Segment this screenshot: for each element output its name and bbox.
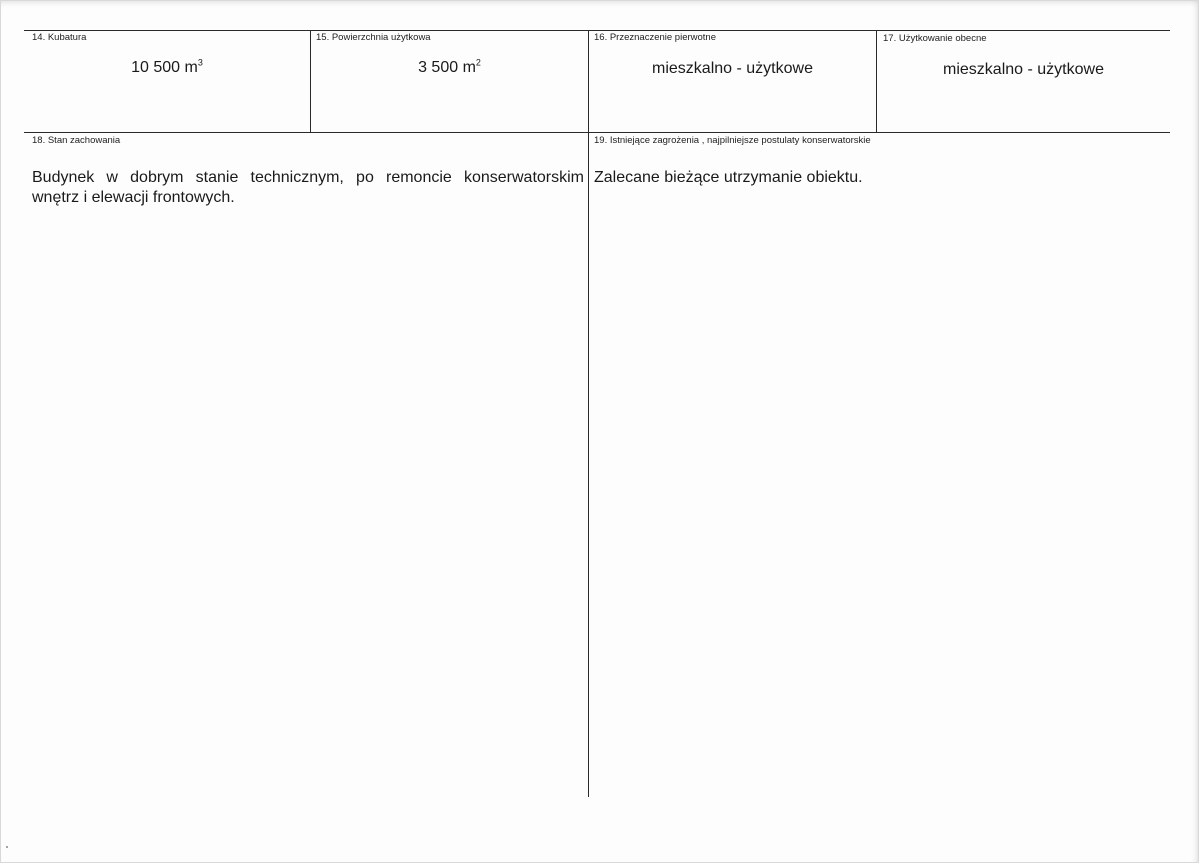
field-14-number: 10 500 m <box>131 59 198 76</box>
field-17-value: mieszkalno - użytkowe <box>943 61 1104 78</box>
field-17-label: 17. Użytkowanie obecne <box>883 33 987 44</box>
divider-15-16 <box>588 30 589 133</box>
scan-speck <box>6 846 8 848</box>
field-16-label: 16. Przeznaczenie pierwotne <box>594 32 716 43</box>
field-18-text <box>32 168 584 208</box>
field-18-line-1: Budynek w dobrym stanie technicznym, po remoncie konserwatorskim <box>32 169 584 186</box>
field-16-value: mieszkalno - użytkowe <box>652 60 813 77</box>
middle-border <box>24 132 1170 133</box>
field-14-label: 14. Kubatura <box>32 32 87 43</box>
field-18-line-2: wnętrz i elewacji frontowych. <box>32 189 235 206</box>
divider-16-17 <box>876 30 877 133</box>
divider-18-19 <box>588 132 589 797</box>
field-19-label: 19. Istniejące zagrożenia , najpilniejsze postulaty konserwatorskie <box>594 135 871 146</box>
field-15-exponent: 2 <box>475 57 481 68</box>
top-border <box>24 30 1170 31</box>
field-15-label: 15. Powierzchnia użytkowa <box>316 32 431 43</box>
field-15-number: 3 500 m <box>418 59 476 76</box>
field-19-text: Zalecane bieżące utrzymanie obiektu. <box>594 169 863 186</box>
field-15-value <box>311 58 588 78</box>
field-18-label: 18. Stan zachowania <box>32 135 121 146</box>
divider-14-15 <box>310 30 311 133</box>
field-14-exponent: 3 <box>197 57 203 68</box>
field-14-value <box>24 58 310 78</box>
